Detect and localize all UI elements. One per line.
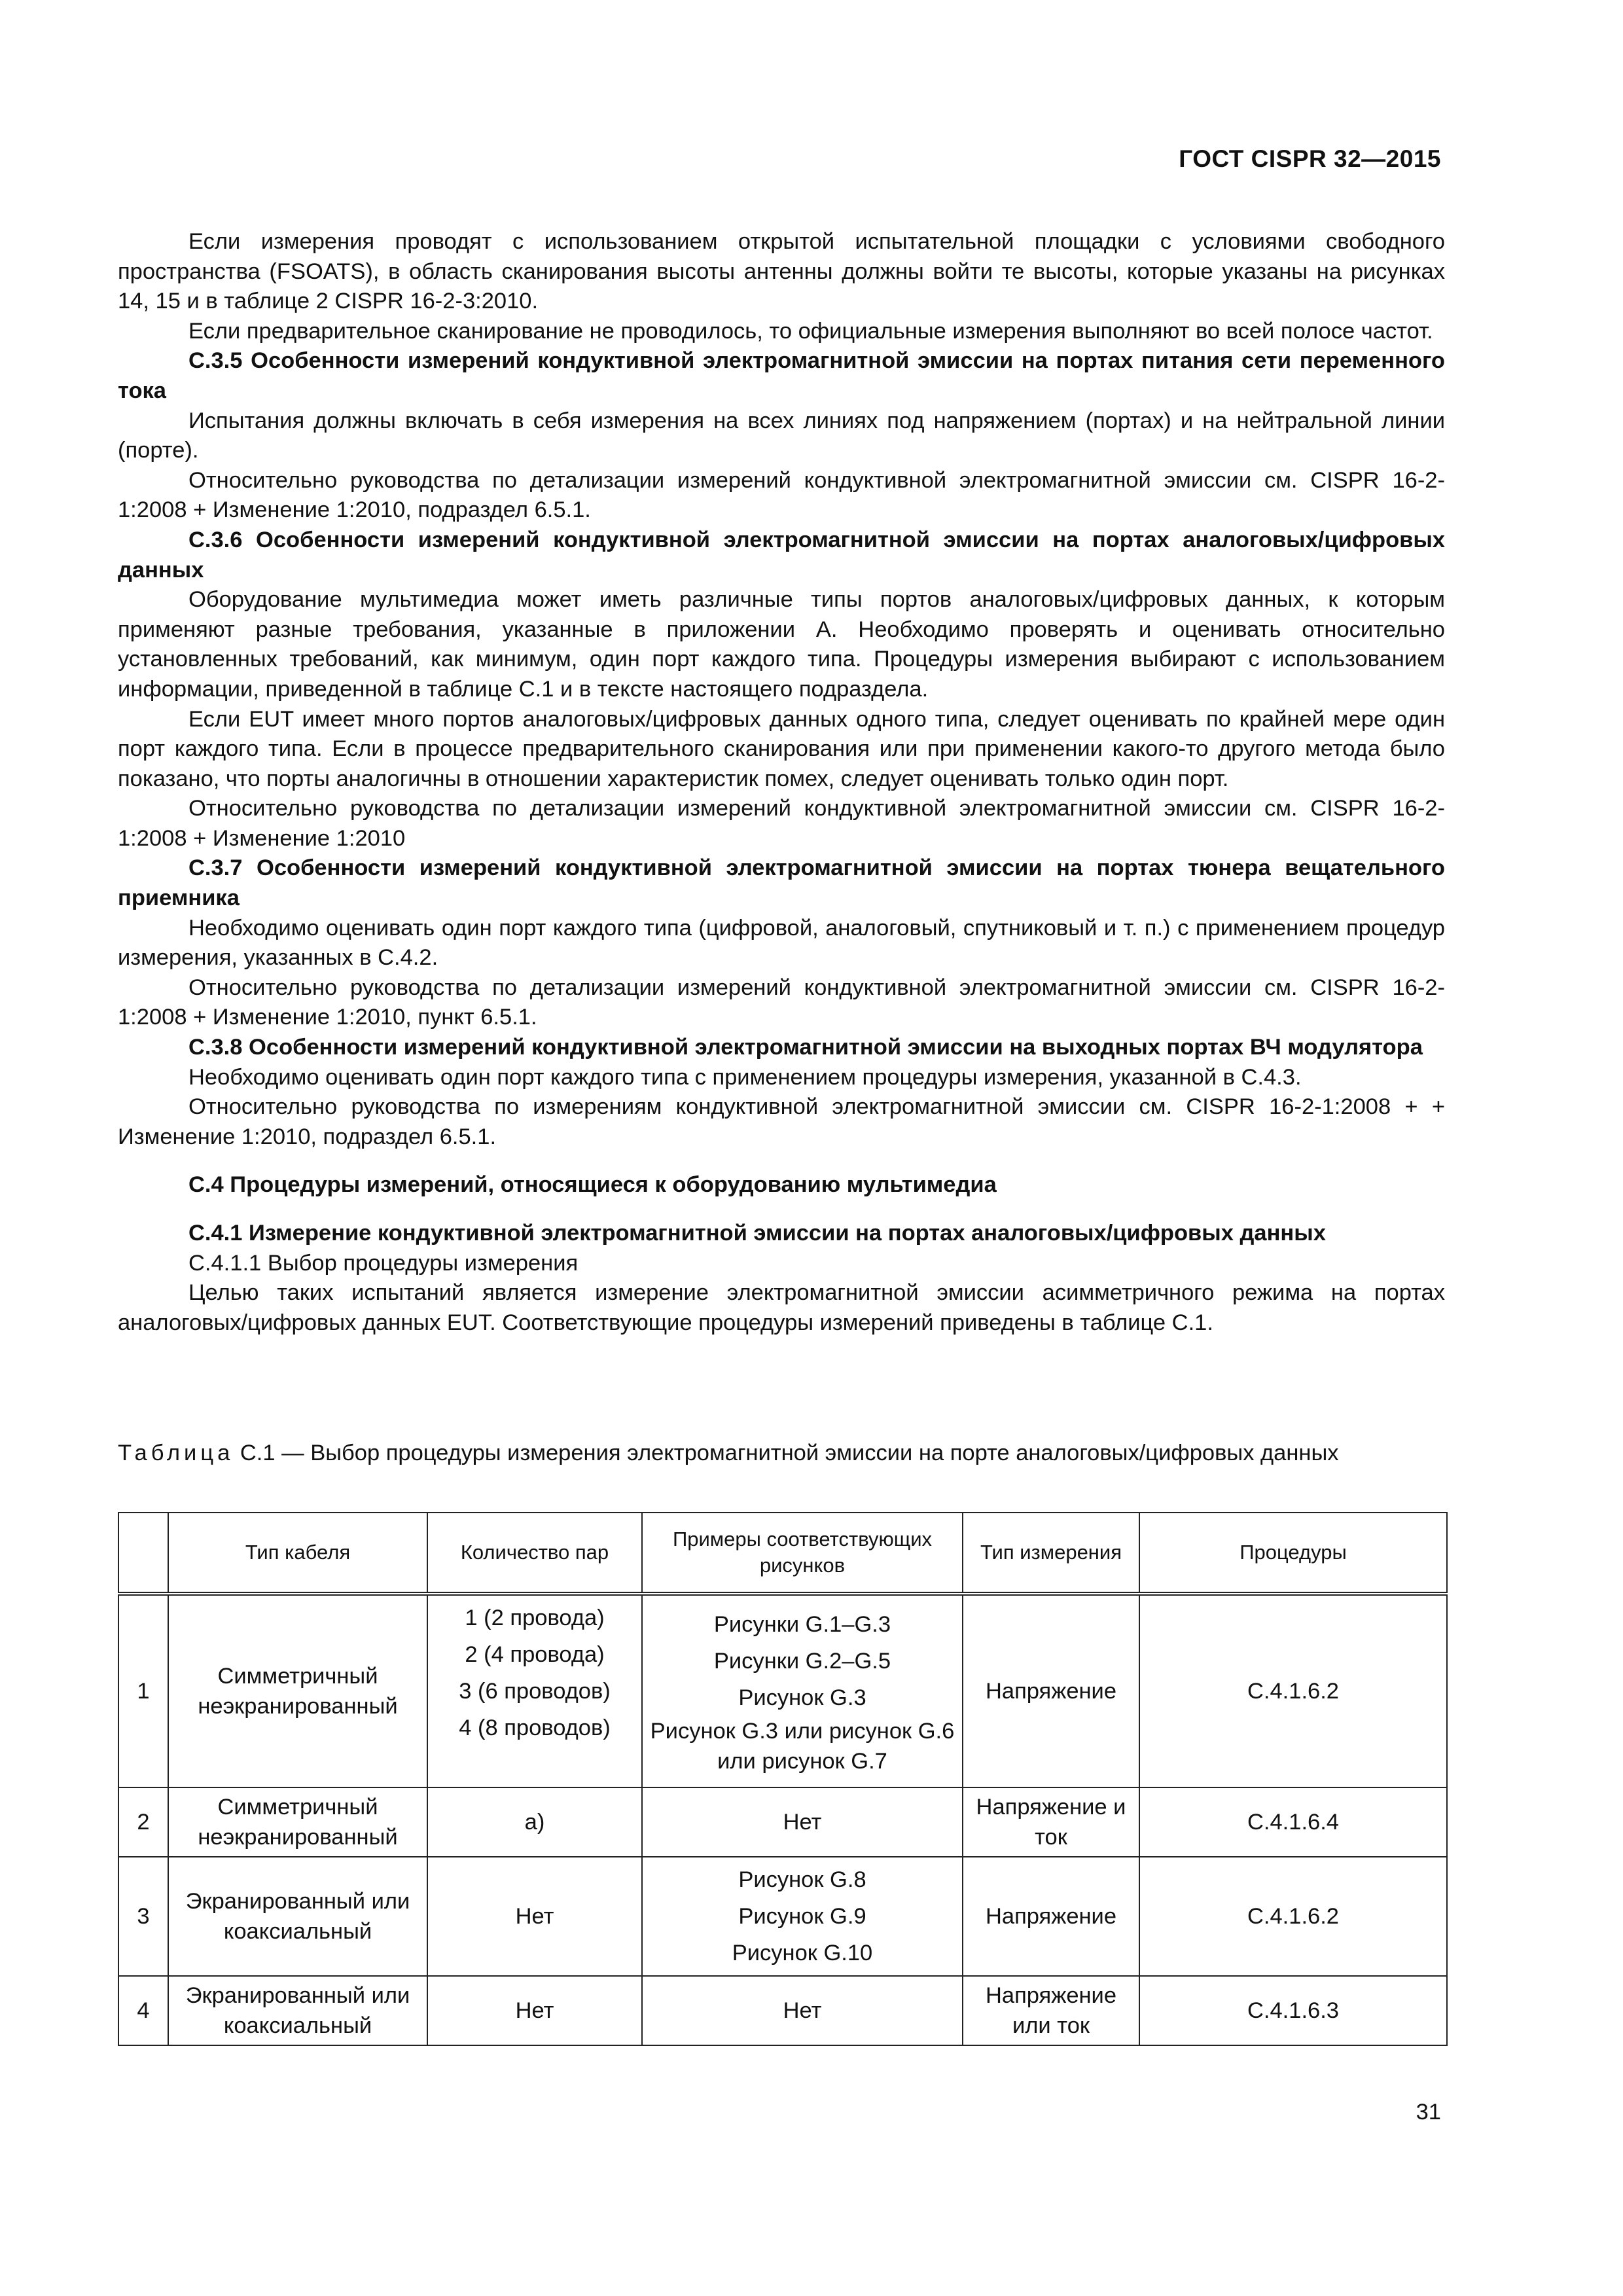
- figures-line: Рисунок G.10: [732, 1941, 873, 1965]
- paragraph: Относительно руководства по измерениям кондуктивной электромагнитной эмиссии см. CISPR 16-2-1:2008 + + Изменение 1:2010, подраздел 6.5.1.: [118, 1094, 1445, 1149]
- table-header-row: [118, 1513, 1447, 1594]
- header-cell: Примеры соответствующих рисунков: [642, 1513, 963, 1594]
- body-text: [118, 227, 1445, 1338]
- figures-line: Рисунок G.9: [738, 1904, 866, 1929]
- measure-type-cell: Напряжение и ток: [963, 1787, 1139, 1857]
- header-cell: Количество пар: [427, 1513, 642, 1594]
- figures-cell: Нет: [642, 1787, 963, 1857]
- table-caption-label: Таблица: [118, 1441, 234, 1465]
- page-number: 31: [1416, 2100, 1441, 2125]
- paragraph: Относительно руководства по детализации измерений кондуктивной электромагнитной эмиссии см. CISPR 16-2-1:2008 + Изменение 1:2010, подраздел 6.5.1.: [118, 467, 1445, 523]
- table-row: [118, 1787, 1447, 1857]
- table-caption: [118, 1439, 1445, 1469]
- paragraph: Если EUT имеет много портов аналоговых/цифровых данных одного типа, следует оценивать по крайней мере один порт каждого типа. Если в процессе предварительного сканирования или при применении какого-то другого метода было показано, что порты аналогичны в отношении характеристик помех, следует оценивать только один порт.: [118, 706, 1445, 791]
- measure-type-cell: Напряжение или ток: [963, 1976, 1139, 2045]
- pairs-cell: Нет: [427, 1857, 642, 1976]
- figures-line: Рисунки G.1–G.3: [713, 1612, 891, 1637]
- procedure-cell: С.4.1.6.2: [1139, 1594, 1447, 1787]
- pairs-line: 1 (2 провода): [465, 1605, 605, 1630]
- pairs-line: [435, 1746, 635, 1783]
- figures-cell: Нет: [642, 1976, 963, 2045]
- procedure-cell: С.4.1.6.2: [1139, 1857, 1447, 1976]
- paragraph: Оборудование мультимедиа может иметь различные типы портов аналоговых/цифровых данных, к которым применяют разные требования, указанные в приложении А. Необходимо проверять и оценивать относительно установленных требований, как минимум, один порт каждого типа. Процедуры измерения выбирают с использованием информации, приведенной в таблице С.1 и в тексте настоящего подраздела.: [118, 587, 1445, 702]
- subsection-heading: С.4.1.1 Выбор процедуры измерения: [188, 1250, 579, 1276]
- header-cell: Тип измерения: [963, 1513, 1139, 1594]
- header-cell: Процедуры: [1139, 1513, 1447, 1594]
- measure-type-cell: Напряжение: [963, 1594, 1139, 1787]
- figures-cell: [642, 1857, 963, 1976]
- section-heading: С.3.7 Особенности измерений кондуктивной электромагнитной эмиссии на портах тюнера вещательного приемника: [118, 855, 1445, 911]
- paragraph: Если измерения проводят с использованием открытой испытательной площадки с условиями свободного пространства (FSOATS), в область сканирования высоты антенны должны войти те высоты, которые указаны на рисунках 14, 15 и в таблице 2 CISPR 16-2-3:2010.: [118, 229, 1445, 314]
- header-cell: Тип кабеля: [168, 1513, 427, 1594]
- section-heading: С.4.1 Измерение кондуктивной электромагнитной эмиссии на портах аналоговых/цифровых данных: [188, 1221, 1326, 1246]
- section-heading: С.3.6 Особенности измерений кондуктивной электромагнитной эмиссии на портах аналоговых/цифровых данных: [118, 527, 1445, 583]
- paragraph: Относительно руководства по детализации измерений кондуктивной электромагнитной эмиссии см. CISPR 16-2-1:2008 + Изменение 1:2010, пункт 6.5.1.: [118, 975, 1445, 1030]
- pairs-line: 2 (4 провода): [465, 1642, 605, 1667]
- pairs-cell: [427, 1594, 642, 1787]
- cable-type-cell: Экранированный или коаксиальный: [168, 1857, 427, 1976]
- cable-type-cell: Симметричный неэкранированный: [168, 1594, 427, 1787]
- figures-line: Рисунок G.8: [738, 1867, 866, 1892]
- section-heading: С.4 Процедуры измерений, относящиеся к оборудованию мультимедиа: [188, 1172, 997, 1198]
- table-row: [118, 1857, 1447, 1976]
- paragraph: Целью таких испытаний является измерение электромагнитной эмиссии асимметричного режима на портах аналоговых/цифровых данных EUT. Соответствующие процедуры измерений приведены в таблице С.1.: [118, 1280, 1445, 1335]
- figures-line: Рисунок G.3: [738, 1685, 866, 1710]
- measure-type-cell: Напряжение: [963, 1857, 1139, 1976]
- pairs-cell: Нет: [427, 1976, 642, 2045]
- row-number: 3: [118, 1857, 168, 1976]
- figures-line: Рисунки G.2–G.5: [713, 1649, 891, 1674]
- cable-type-cell: Симметричный неэкранированный: [168, 1787, 427, 1857]
- procedure-table: [118, 1512, 1448, 2046]
- row-number: 2: [118, 1787, 168, 1857]
- cable-type-cell: Экранированный или коаксиальный: [168, 1976, 427, 2045]
- table-row: [118, 1976, 1447, 2045]
- figures-cell: [642, 1594, 963, 1787]
- document-header: ГОСТ CISPR 32—2015: [1179, 145, 1441, 172]
- pairs-line: 3 (6 проводов): [459, 1679, 611, 1704]
- pairs-cell: а): [427, 1787, 642, 1857]
- paragraph: Относительно руководства по детализации измерений кондуктивной электромагнитной эмиссии см. CISPR 16-2-1:2008 + Изменение 1:2010: [118, 796, 1445, 851]
- paragraph: Испытания должны включать в себя измерения на всех линиях под напряжением (портах) и на нейтральной линии (порте).: [118, 408, 1445, 463]
- pairs-line: 4 (8 проводов): [459, 1715, 611, 1740]
- header-cell: [118, 1513, 168, 1594]
- paragraph: Если предварительное сканирование не проводилось, то официальные измерения выполняют во всей полосе частот.: [188, 318, 1433, 344]
- procedure-cell: С.4.1.6.3: [1139, 1976, 1447, 2045]
- figures-line: Рисунок G.3 или рисунок G.6 или рисунок G.7: [650, 1719, 955, 1774]
- paragraph: Необходимо оценивать один порт каждого типа (цифровой, аналоговый, спутниковый и т. п.) с применением процедур измерения, указанных в С.4.2.: [118, 915, 1445, 971]
- row-number: 4: [118, 1976, 168, 2045]
- row-number: 1: [118, 1594, 168, 1787]
- section-heading: С.3.5 Особенности измерений кондуктивной электромагнитной эмиссии на портах питания сети переменного тока: [118, 348, 1445, 403]
- section-heading: С.3.8 Особенности измерений кондуктивной электромагнитной эмиссии на выходных портах ВЧ модулятора: [188, 1035, 1423, 1060]
- paragraph: Необходимо оценивать один порт каждого типа с применением процедуры измерения, указанной в С.4.3.: [188, 1064, 1302, 1090]
- table-caption-text: С.1 — Выбор процедуры измерения электромагнитной эмиссии на порте аналоговых/цифровых данных: [234, 1441, 1339, 1465]
- table-row: [118, 1594, 1447, 1787]
- procedure-cell: С.4.1.6.4: [1139, 1787, 1447, 1857]
